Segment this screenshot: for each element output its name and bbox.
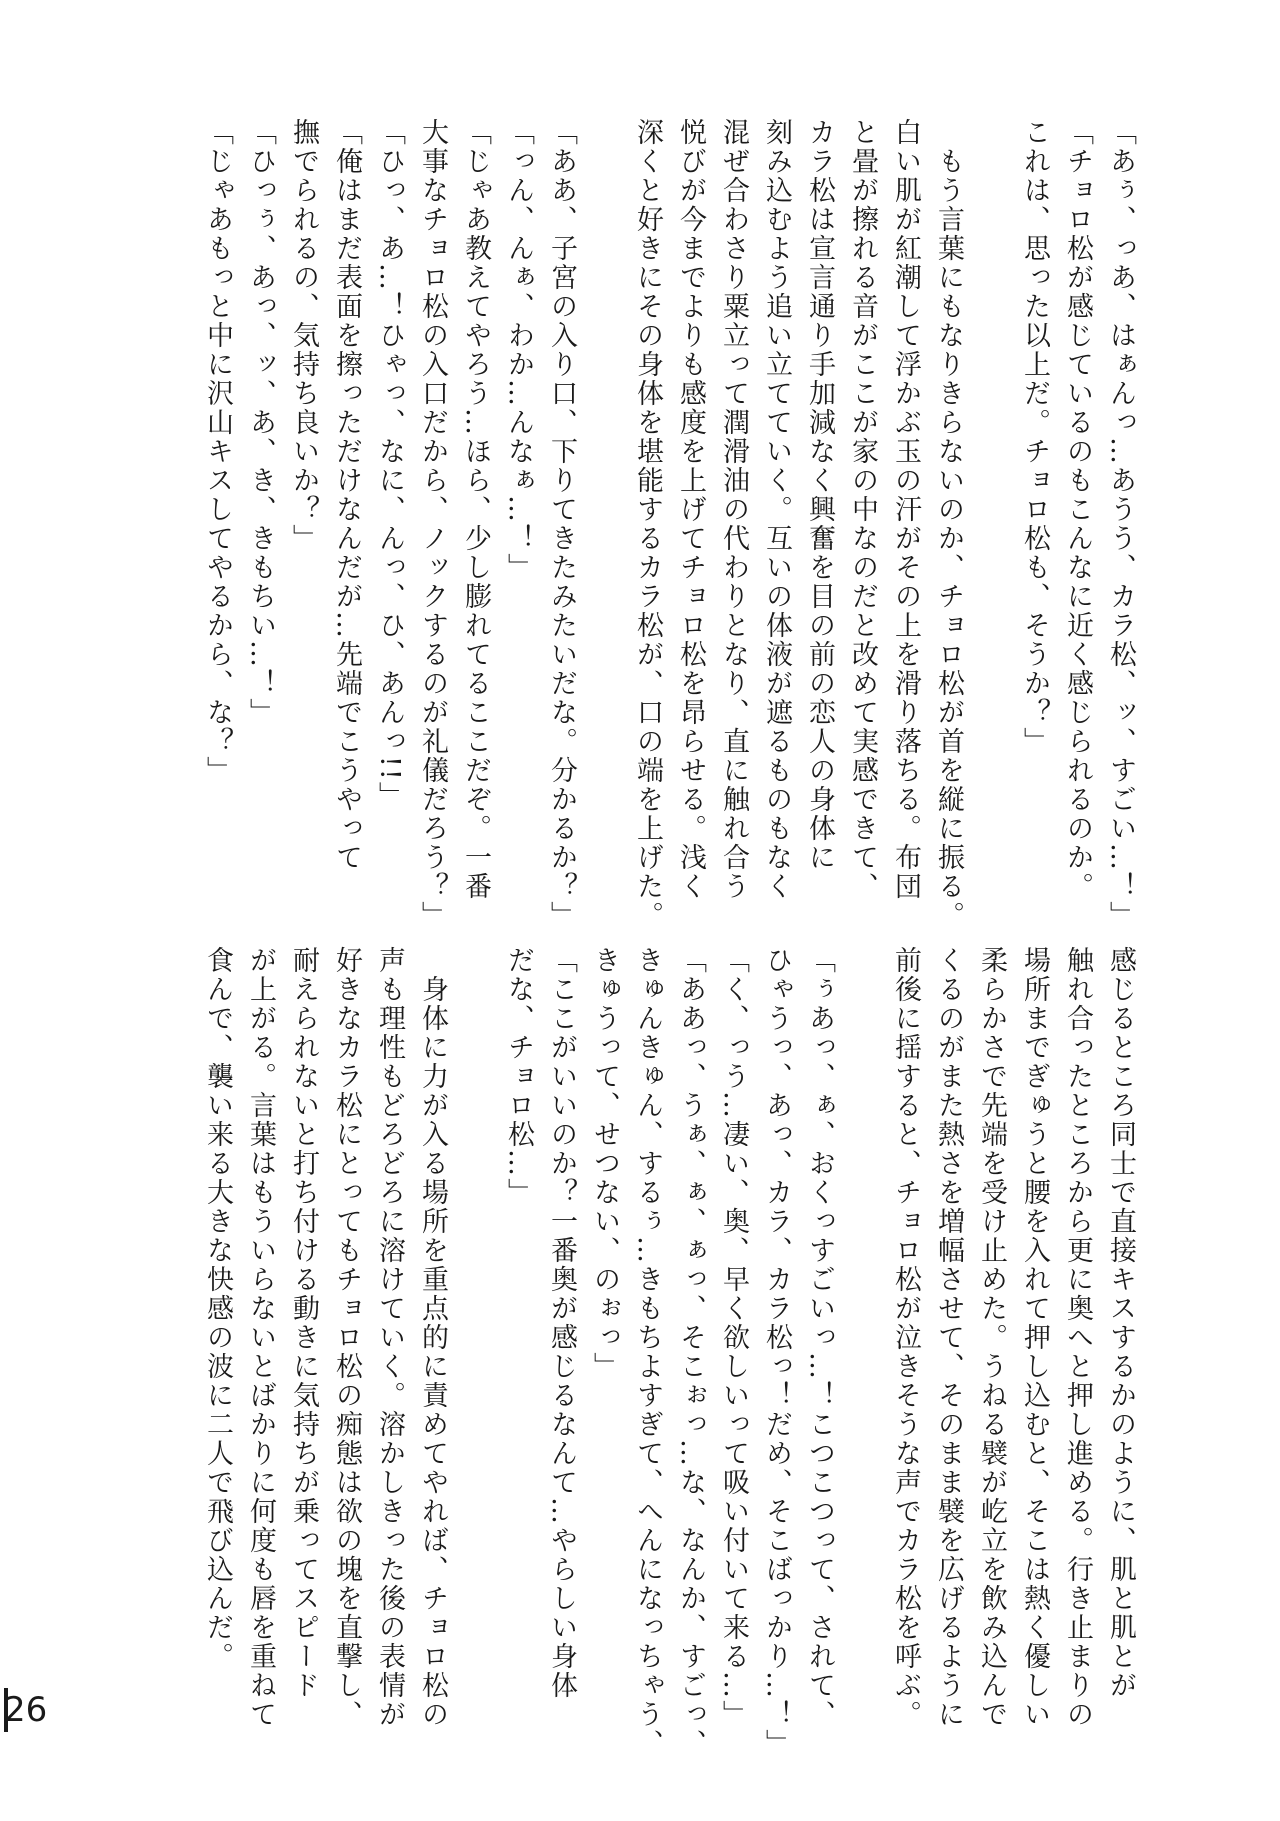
top_block-line: 「俺はまだ表面を擦っただけなんだが…先端でこうやって bbox=[331, 118, 362, 872]
bottom_block-line: 「ここがいいのか？一番奥が感じるなんて…やらしい身体 bbox=[546, 946, 577, 1700]
bottom_block-line: が上がる。言葉はもういらないとばかりに何度も唇を重ねて bbox=[245, 946, 276, 1729]
top_block-line: カラ松は宣言通り手加減なく興奮を目の前の恋人の身体に bbox=[804, 118, 835, 872]
text-block-top bbox=[196, 118, 1142, 930]
bottom_block-line: きゅんきゅん、するぅ…きもちよすぎて、へんになっちゃう、 bbox=[632, 946, 663, 1758]
top_block-line: 混ぜ合わさり粟立って潤滑油の代わりとなり、直に触れ合う bbox=[718, 118, 749, 901]
bottom_block-line: 感じるところ同士で直接キスするかのように、肌と肌とが bbox=[1105, 946, 1136, 1700]
bottom_block-line: 耐えられないと打ち付ける動きに気持ちが乗ってスピード bbox=[288, 946, 319, 1700]
top_block-line: 「ひっぅ、あっ、ッ、あ、き、きもちい…！」 bbox=[245, 118, 276, 727]
bottom_block-line: 触れ合ったところから更に奥へと押し進める。行き止まりの bbox=[1062, 946, 1093, 1729]
bottom_block-line: 食んで、襲い来る大きな快感の波に二人で飛び込んだ。 bbox=[202, 946, 233, 1671]
bottom_block-line: だな、チョロ松…」 bbox=[503, 946, 534, 1207]
top_block-line bbox=[970, 118, 1013, 918]
bottom_block-line: 好きなカラ松にとってもチョロ松の痴態は欲の塊を直撃し、 bbox=[331, 946, 362, 1729]
top_block-line: と畳が擦れる音がここが家の中なのだと改めて実感できて、 bbox=[847, 118, 878, 901]
bottom_block-line: 身体に力が入る場所を重点的に責めてやれば、チョロ松の bbox=[417, 946, 448, 1729]
bottom_block-line: 場所までぎゅうと腰を入れて押し込むと、そこは熱く優しい bbox=[1019, 946, 1050, 1729]
text-block-bottom bbox=[196, 946, 1142, 1758]
page-number: 26 bbox=[4, 1690, 48, 1730]
bottom_block-line: ひゃうっ、あっ、カラ、カラ松っ！だめ、そこばっかり…！」 bbox=[761, 946, 792, 1758]
bottom_block-line: きゅうって、せつない、のぉっ」 bbox=[589, 946, 620, 1381]
top_block-line: 悦びが今までよりも感度を上げてチョロ松を昂らせる。浅く bbox=[675, 118, 706, 901]
top_block-line: 撫でられるの、気持ち良いか？」 bbox=[288, 118, 319, 553]
top_block-line: これは、思った以上だ。チョロ松も、そうか？」 bbox=[1019, 118, 1050, 756]
bottom_block-line: くるのがまた熱さを増幅させて、そのまま襞を広げるように bbox=[933, 946, 964, 1729]
top_block-line: 「チョロ松が感じているのもこんなに近く感じられるのか。 bbox=[1062, 118, 1093, 901]
bottom_block-line bbox=[841, 946, 884, 1736]
top_block-line: 「あぅ、っあ、はぁんっ…あうう、カラ松、ッ、すごい…！」 bbox=[1105, 118, 1136, 930]
top_block-line: 大事なチョロ松の入口だから、ノックするのが礼儀だろう？」 bbox=[417, 118, 448, 930]
top_block-line: 「ひっ、あ…！ひゃっ、なに、んっ、ひ、あんっ!!」 bbox=[374, 118, 405, 811]
bottom_block-line: 柔らかさで先端を受け止めた。うねる襞が屹立を飲み込んで bbox=[976, 946, 1007, 1729]
bottom_block-line bbox=[454, 946, 497, 1736]
bottom_block-line: 声も理性もどろどろに溶けていく。溶かしきった後の表情が bbox=[374, 946, 405, 1729]
top_block-line: 「ああ、子宮の入り口、下りてきたみたいだな。分かるか？」 bbox=[546, 118, 577, 930]
bottom_block-line: 「く、っう…凄い、奥、早く欲しいって吸い付いて来る…」 bbox=[718, 946, 749, 1729]
top_block-line: 「じゃあ教えてやろう…ほら、少し膨れてるここだぞ。一番 bbox=[460, 118, 491, 901]
bottom_block-line: 前後に揺すると、チョロ松が泣きそうな声でカラ松を呼ぶ。 bbox=[890, 946, 921, 1729]
bottom_block-line: 「ぅあっ、ぁ、おくっすごいっ…！こつこつって、されて、 bbox=[804, 946, 835, 1729]
top_block-line: もう言葉にもなりきらないのか、チョロ松が首を縦に振る。 bbox=[933, 118, 964, 930]
bottom_block-line: 「ああっ、うぁ、ぁ、ぁっ、そこぉっ…な、なんか、すごっ、 bbox=[675, 946, 706, 1758]
top_block-line: 「っん、んぁ、わか…んなぁ…！」 bbox=[503, 118, 534, 582]
top_block-line: 刻み込むよう追い立てていく。互いの体液が遮るものもなく bbox=[761, 118, 792, 901]
top_block-line: 深くと好きにその身体を堪能するカラ松が、口の端を上げた。 bbox=[632, 118, 663, 930]
top_block-line: 「じゃあもっと中に沢山キスしてやるから、な？」 bbox=[202, 118, 233, 785]
top_block-line: 白い肌が紅潮して浮かぶ玉の汗がその上を滑り落ちる。布団 bbox=[890, 118, 921, 901]
top_block-line bbox=[583, 118, 626, 918]
